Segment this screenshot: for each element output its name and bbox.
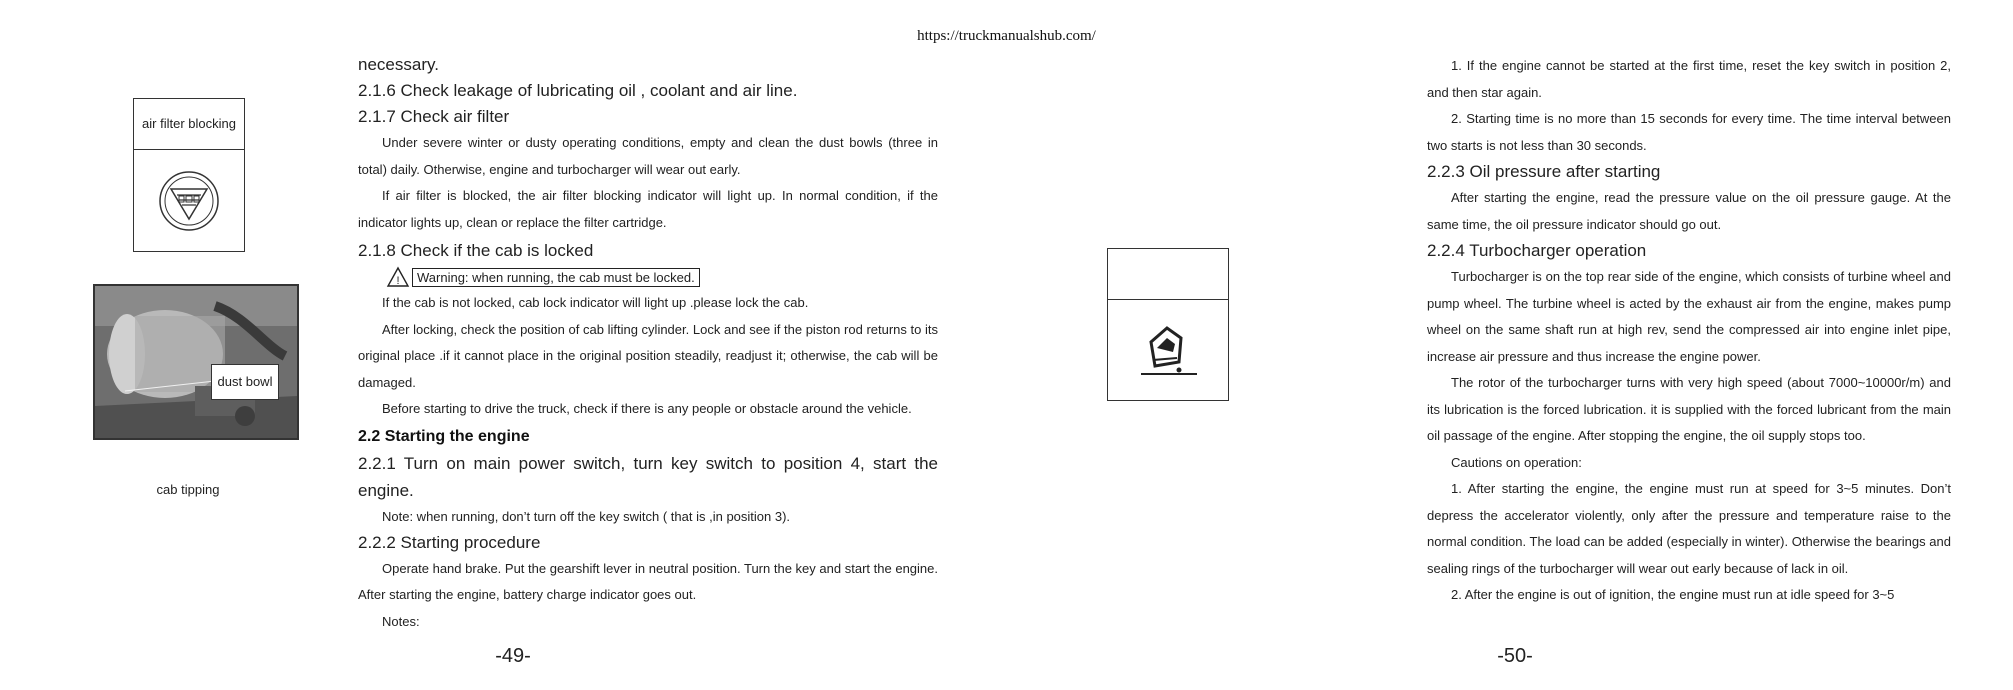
line-necessary: necessary. — [358, 55, 439, 74]
paragraph-air-filter-blocked: If air filter is blocked, the air filter blocking indicator will light up. In normal condition, if the indicator lights up, clean or replace the filter cartridge. — [358, 188, 938, 230]
paragraph-cab-lock-indicator: If the cab is not locked, cab lock indicator will light up .please lock the cab. — [382, 295, 809, 310]
cab-tipping-caption: cab tipping — [156, 482, 220, 497]
starting-note-2: 2. Starting time is no more than 15 seconds for every time. The time interval between two starts is not less than 30 seconds. — [1427, 111, 1951, 153]
paragraph-turbocharger-description: Turbocharger is on the top rear side of the engine, which consists of turbine wheel and pump wheel. The turbine wheel is acted by the exhaust air from the engine, makes pump wheel on the same shaft run at high rev, send the compressed air into engine inlet pipe, increase air pressure and thus increase the engine power. — [1427, 269, 1951, 364]
paragraph-oil-pressure: After starting the engine, read the pressure value on the oil pressure gauge. At the same time, the oil pressure indicator should go out. — [1427, 190, 1951, 232]
cab-tipping-icon — [1133, 318, 1203, 382]
cautions-label: Cautions on operation: — [1451, 454, 1582, 470]
caution-1: 1. After starting the engine, the engine must run at speed for 3~5 minutes. Don’t depress the accelerator violently, only after the pressure and temperature raise to the normal condition. The load can be added (especially in winter). Otherwise the bearings and sealing rings of the turbocharger will wear out early because of lack in oil. — [1427, 481, 1951, 576]
starting-note-1: 1. If the engine cannot be started at the first time, reset the key switch in position 2, and then star again. — [1427, 58, 1951, 100]
notes-label: Notes: — [382, 613, 420, 629]
heading-2-1-8: 2.1.8 Check if the cab is locked — [358, 241, 594, 260]
page-50-column — [1427, 53, 1951, 609]
page-number-50: -50- — [1497, 645, 1533, 667]
page-number-49: -49- — [495, 645, 531, 667]
dust-bowl-label: dust bowl — [211, 364, 279, 400]
air-filter-indicator-figure — [133, 98, 245, 252]
page-49-column — [358, 52, 938, 635]
caution-2: 2. After the engine is out of ignition, the engine must run at idle speed for 3~5 — [1451, 587, 1895, 602]
heading-2-2: 2.2 Starting the engine — [358, 427, 530, 445]
paragraph-dust-bowls: Under severe winter or dusty operating conditions, empty and clean the dust bowls (three in total) daily. Otherwise, engine and turbocharger will wear out early. — [358, 135, 938, 177]
warning-cab-locked: Warning: when running, the cab must be locked. — [412, 268, 700, 287]
heading-2-2-3: 2.2.3 Oil pressure after starting — [1427, 162, 1661, 181]
heading-2-1-7: 2.1.7 Check air filter — [358, 107, 510, 126]
header-url: https://truckmanualshub.com/ — [917, 28, 1096, 44]
engine-photo-image — [95, 286, 297, 438]
heading-2-2-4: 2.2.4 Turbocharger operation — [1427, 241, 1647, 260]
paragraph-turbocharger-lubrication: The rotor of the turbocharger turns with very high speed (about 7000~10000r/m) and its lubrication is the forced lubrication. it is supplied with the forced lubricant from the main oil passage of the engine. After stopping the engine, the oil supply stops too. — [1427, 375, 1951, 443]
dust-bowl-photo — [93, 284, 299, 440]
paragraph-cab-lifting-cylinder: After locking, check the position of cab lifting cylinder. Lock and see if the piston rod returns to its original place .if it cannot place in the original position steadily, readjust it; otherwise, the cab will be damaged. — [358, 321, 938, 390]
paragraph-starting-procedure: Operate hand brake. Put the gearshift lever in neutral position. Turn the key and start the engine. After starting the engine, battery charge indicator goes out. — [358, 560, 938, 602]
svg-text:!: ! — [396, 275, 400, 287]
cab-lock-indicator-figure — [1107, 248, 1229, 401]
note-key-switch: Note: when running, don’t turn off the key switch ( that is ,in position 3). — [382, 508, 791, 524]
heading-2-1-6: 2.1.6 Check leakage of lubricating oil , coolant and air line. — [358, 81, 798, 100]
warning-row — [386, 264, 938, 290]
heading-2-2-1: 2.2.1 Turn on main power switch, turn key switch to position 4, start the engine. — [358, 453, 938, 500]
warning-triangle-icon — [386, 266, 410, 288]
heading-2-2-2: 2.2.2 Starting procedure — [358, 532, 541, 552]
air-filter-icon — [157, 169, 221, 233]
paragraph-check-obstacles: Before starting to drive the truck, check if there is any people or obstacle around the vehicle. — [382, 401, 912, 416]
air-filter-label: air filter blocking — [134, 99, 244, 150]
